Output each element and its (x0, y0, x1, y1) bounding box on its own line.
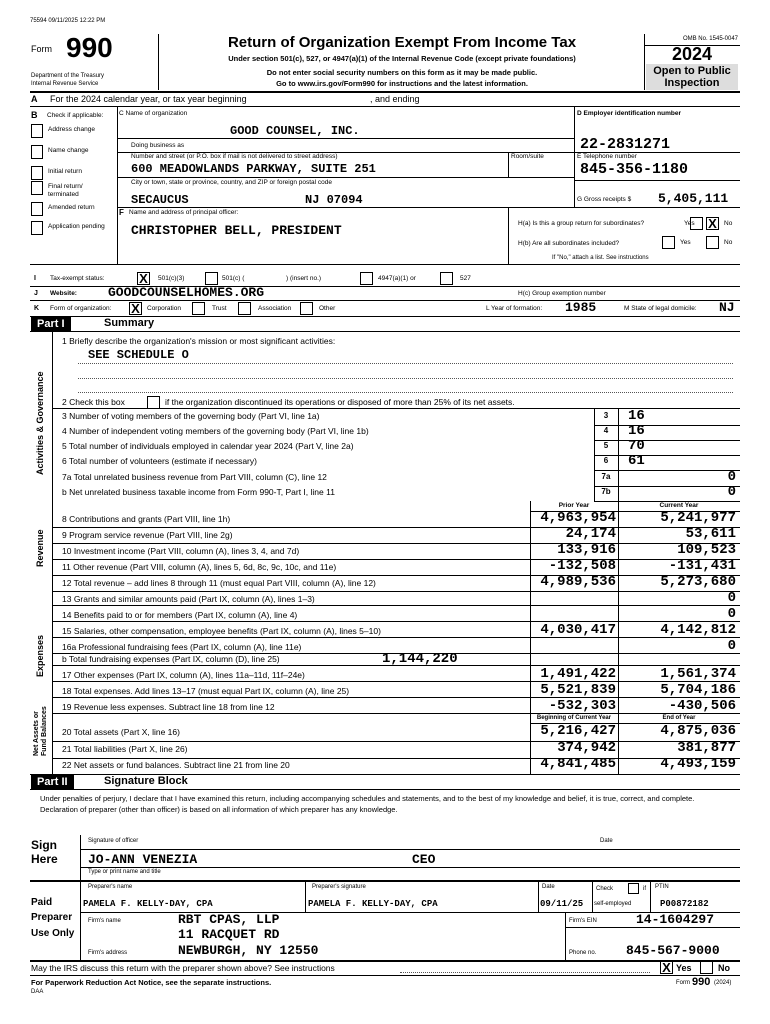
col-current-year: Current Year (659, 502, 699, 509)
open-public-1: Open to Public (653, 65, 731, 77)
ptin-label: PTIN (655, 884, 669, 890)
firm-address-label: Firm's address (88, 950, 128, 956)
part-i-label: Part I (31, 317, 71, 331)
gov-line-text-2: 5 Total number of individuals employed in calendar year 2024 (Part V, line 2a) (62, 441, 354, 451)
officer-title: CEO (412, 852, 436, 867)
section-b-letter: B (31, 110, 38, 120)
corporation-label: Corporation (147, 305, 181, 312)
exp-line-prior-5: 1,491,422 (540, 666, 616, 682)
form-subtitle-3: Go to www.irs.gov/Form990 for instructions and the latest information. (276, 79, 528, 88)
form-title: Return of Organization Exempt From Income Tax (227, 34, 577, 51)
exp-line-text-1: 14 Benefits paid to or for members (Part IX, column (A), line 4) (62, 610, 298, 620)
exp-line-prior-7: -532,303 (548, 698, 616, 714)
city: SECAUCUS (131, 193, 189, 207)
paid-label: Paid (31, 897, 53, 908)
firm-name-label: Firm's name (88, 918, 121, 924)
h-b-no-checkbox[interactable] (706, 236, 719, 249)
association-checkbox[interactable] (238, 302, 251, 315)
gov-line-value-5: 0 (727, 484, 736, 500)
line-i-letter: I (34, 275, 36, 282)
if-label: if (643, 886, 646, 892)
h-a-no-label: No (724, 220, 733, 227)
city-label: City or town, state or province, country, and ZIP or foreign postal code (131, 179, 332, 186)
omb-number: OMB No. 1545-0047 (682, 36, 738, 42)
trust-checkbox[interactable] (192, 302, 205, 315)
exp-line-text-2: 15 Salaries, other compensation, employee benefits (Part IX, column (A), lines 5–10) (62, 626, 381, 636)
gov-line-num-3: 6 (603, 456, 609, 465)
preparer-label: Preparer (31, 912, 73, 923)
net-line-text-2: 22 Net assets or fund balances. Subtract line 21 from line 20 (62, 760, 290, 770)
rev-line-current-0: 5,241,977 (660, 510, 736, 526)
net-line-current-1: 381,877 (677, 740, 736, 756)
h-b-no-label: No (724, 239, 733, 246)
here-label: Here (31, 852, 58, 866)
gross-receipts-label: G Gross receipts $ (577, 196, 632, 203)
section-b-item-3: Final return/ terminated (48, 183, 83, 198)
self-employed-label: self-employed (594, 901, 632, 907)
checkbox-2[interactable] (31, 166, 43, 180)
gov-line-text-1: 4 Number of independent voting members of the governing body (Part VI, line 1b) (62, 426, 369, 436)
line-j-letter: J (34, 290, 38, 297)
gov-line-num-2: 5 (603, 441, 609, 450)
form-word: Form (31, 44, 52, 54)
gross-receipts-value: 5,405,111 (658, 191, 729, 206)
gov-line-value-1: 16 (628, 423, 645, 439)
exp-line-current-3: 0 (727, 638, 736, 654)
phone-no-label: Phone no. (569, 950, 597, 956)
preparer-signature: PAMELA F. KELLY-DAY, CPA (308, 899, 438, 909)
print-stamp: 75594 09/11/2025 12:22 PM (30, 18, 106, 24)
4947-checkbox[interactable] (360, 272, 373, 285)
side-label-net-1: Net Assets or (33, 711, 40, 756)
rev-line-current-4: 5,273,680 (660, 574, 736, 590)
exp-line-text-4: b Total fundraising expenses (Part IX, column (D), line 25) (62, 654, 280, 664)
gov-line-num-0: 3 (603, 411, 609, 420)
ein-value: 22-2831271 (580, 136, 671, 153)
checkbox-4[interactable] (31, 202, 43, 216)
side-label-governance: Activities & Governance (35, 371, 45, 475)
exp-line-current-6: 5,704,186 (660, 682, 736, 698)
discuss-yes-label: Yes (676, 963, 692, 973)
checkbox-3[interactable] (31, 181, 43, 195)
line-a-letter: A (31, 94, 38, 104)
discuss-question: May the IRS discuss this return with the preparer shown above? See instructions (31, 963, 335, 973)
part-i-title: Summary (104, 317, 155, 329)
section-b-item-1: Name change (48, 147, 89, 154)
self-employed-checkbox[interactable] (628, 883, 639, 894)
principal-officer: CHRISTOPHER BELL, PRESIDENT (131, 223, 342, 238)
tax-year: 2024 (671, 44, 713, 64)
h-b-yes-checkbox[interactable] (662, 236, 675, 249)
dept-treasury: Department of the Treasury (31, 73, 105, 79)
footer-form-label: Form (676, 980, 690, 986)
501c-label: 501(c) ( (222, 275, 245, 282)
ein-label: D Employer identification number (577, 110, 682, 117)
preparer-name-label: Preparer's name (88, 884, 133, 890)
side-label-net-2: Fund Balances (41, 706, 48, 756)
exp-line-current-0: 0 (727, 590, 736, 606)
open-public-2: Inspection (664, 77, 720, 89)
form-subtitle-1: Under section 501(c), 527, or 4947(a)(1) of the Internal Revenue Code (except private foundations) (228, 54, 576, 63)
exp-line-text-5: 17 Other expenses (Part IX, column (A), lines 11a–11d, 11f–24e) (62, 670, 305, 680)
section-b-item-5: Application pending (48, 223, 105, 230)
year-formation-label: L Year of formation: (486, 305, 543, 312)
year-formation: 1985 (565, 300, 597, 315)
exp-line-prior-6: 5,521,839 (540, 682, 616, 698)
room-label: Room/suite (511, 153, 544, 160)
rev-line-text-4: 12 Total revenue – add lines 8 through 11 (must equal Part VIII, column (A), line 12) (62, 578, 376, 588)
line-2-text-b: if the organization discontinued its operations or disposed of more than 25% of its net assets. (165, 397, 515, 407)
website-label: Website: (50, 290, 77, 297)
officer-name: JO-ANN VENEZIA (88, 852, 198, 867)
gov-line-num-1: 4 (603, 426, 609, 435)
checkbox-1[interactable] (31, 145, 43, 159)
gov-line-value-0: 16 (628, 408, 645, 424)
net-line-prior-0: 5,216,427 (540, 723, 616, 739)
net-line-text-1: 21 Total liabilities (Part X, line 26) (62, 744, 188, 754)
discuss-yes-checkbox[interactable]: X (660, 961, 673, 974)
h-b-yes-label: Yes (680, 239, 691, 246)
exp-line-text-6: 18 Total expenses. Add lines 13–17 (must equal Part IX, column (A), line 25) (62, 686, 350, 696)
mission: SEE SCHEDULE O (88, 348, 189, 362)
street-address: 600 MEADOWLANDS PARKWAY, SUITE 251 (131, 162, 376, 176)
exp-line-current-7: -430,506 (668, 698, 736, 714)
line-a-text: For the 2024 calendar year, or tax year beginning (50, 94, 247, 104)
rev-line-current-1: 53,611 (685, 526, 736, 542)
firm-ein: 14-1604297 (636, 912, 715, 927)
gov-line-text-3: 6 Total number of volunteers (estimate if necessary) (62, 456, 257, 466)
other-checkbox[interactable] (300, 302, 313, 315)
preparer-phone: 845-567-9000 (626, 943, 720, 958)
org-form-label: Form of organization: (50, 305, 112, 312)
section-c-label: C Name of organization (119, 110, 188, 117)
checkbox-5[interactable] (31, 221, 43, 235)
corporation-checkbox[interactable]: X (129, 302, 142, 315)
h-b-note: If "No," attach a list. See instructions (552, 255, 649, 261)
preparer-date-label: Date (542, 884, 555, 890)
col-begin-year: Beginning of Current Year (536, 715, 612, 721)
footer-form-number: 990 (692, 976, 711, 988)
rev-line-prior-1: 24,174 (565, 526, 616, 542)
form-number: 990 (66, 32, 113, 63)
perjury-statement: Under penalties of perjury, I declare that I have examined this return, including accompanying schedules and statements, and to the best of my knowledge and belief, it is true, correct, and complete. Declaration of preparer (other than officer) is based on all information of which preparer has any knowledge. (40, 794, 695, 814)
net-line-prior-1: 374,942 (557, 740, 616, 756)
line-a-ending: , and ending (370, 94, 420, 104)
paperwork-notice: For Paperwork Reduction Act Notice, see the separate instructions. (31, 978, 272, 987)
officer-label: Name and address of principal officer: (129, 209, 239, 216)
rev-line-text-0: 8 Contributions and grants (Part VIII, line 1h) (62, 514, 231, 524)
rev-line-prior-3: -132,508 (548, 558, 616, 574)
firm-address-2: NEWBURGH, NY 12550 (178, 943, 319, 958)
line-i-label: Tax-exempt status: (50, 275, 105, 282)
section-f-letter: F (119, 208, 124, 217)
net-line-text-0: 20 Total assets (Part X, line 16) (62, 727, 180, 737)
ptin: P00872182 (660, 899, 709, 909)
net-line-current-0: 4,875,036 (660, 723, 736, 739)
firm-name: RBT CPAS, LLP (178, 912, 280, 927)
state-zip: NJ 07094 (305, 193, 363, 207)
dept-irs: Internal Revenue Service (31, 81, 99, 87)
fundraising-total: 1,144,220 (382, 651, 458, 667)
section-b-item-2: Initial return (48, 168, 82, 175)
check-label: Check (596, 886, 614, 892)
daa-label: DAA (31, 989, 44, 995)
section-b-title: Check if applicable: (47, 112, 104, 119)
phone-label: E Telephone number (577, 153, 637, 160)
trust-label: Trust (212, 305, 227, 312)
preparer-signature-label: Preparer's signature (312, 884, 366, 890)
gov-line-text-4: 7a Total unrelated business revenue from Part VIII, column (C), line 12 (62, 472, 327, 482)
discuss-no-checkbox[interactable] (700, 961, 713, 974)
rev-line-prior-4: 4,989,536 (540, 574, 616, 590)
exp-line-text-7: 19 Revenue less expenses. Subtract line 18 from line 12 (62, 702, 275, 712)
form-subtitle-2: Do not enter social security numbers on this form as it may be made public. (266, 68, 538, 77)
501c3-label: 501(c)(3) (158, 275, 185, 282)
part-ii-title: Signature Block (104, 775, 188, 787)
legal-domicile: NJ (719, 300, 735, 315)
col-prior-year: Prior Year (558, 502, 590, 509)
exp-line-current-2: 4,142,812 (660, 622, 736, 638)
rev-line-prior-0: 4,963,954 (540, 510, 616, 526)
gov-line-value-2: 70 (628, 438, 645, 454)
527-checkbox[interactable] (440, 272, 453, 285)
line-2-text-a: 2 Check this box (62, 397, 125, 407)
gov-line-text-0: 3 Number of voting members of the governing body (Part VI, line 1a) (62, 411, 320, 421)
section-b-item-4: Amended return (48, 204, 95, 211)
h-a-yes-label: Yes (684, 220, 695, 227)
part-ii-label: Part II (31, 775, 74, 789)
insert-no-label: ) (insert no.) (286, 275, 322, 282)
checkbox-0[interactable] (31, 124, 43, 138)
signature-date-label: Date (600, 838, 613, 844)
line-k-letter: K (34, 305, 40, 312)
firm-address-1: 11 RACQUET RD (178, 927, 280, 942)
other-label: Other (319, 305, 336, 312)
phone-value: 845-356-1180 (580, 161, 689, 178)
signature-officer-label: Signature of officer (88, 838, 139, 844)
rev-line-current-3: -131,431 (668, 558, 736, 574)
preparer-date: 09/11/25 (540, 899, 584, 909)
use-only-label: Use Only (31, 928, 75, 939)
501c3-checkbox[interactable]: X (137, 272, 150, 285)
preparer-name: PAMELA F. KELLY-DAY, CPA (83, 899, 213, 909)
rev-line-text-2: 10 Investment income (Part VIII, column (A), lines 3, 4, and 7d) (62, 546, 300, 556)
gov-line-value-4: 0 (727, 469, 736, 485)
gov-line-num-5: 7b (601, 487, 611, 496)
col-end-year: End of Year (662, 715, 696, 721)
dba-label: Doing business as (131, 142, 185, 149)
rev-line-current-2: 109,523 (677, 542, 736, 558)
h-a-question: H(a) Is this a group return for subordinates? (518, 220, 645, 227)
exp-line-current-5: 1,561,374 (660, 666, 736, 682)
street-label: Number and street (or P.O. box if mail is not delivered to street address) (131, 153, 338, 160)
gov-line-value-3: 61 (628, 453, 645, 469)
exp-line-text-3: 16a Professional fundraising fees (Part IX, column (A), line 11e) (62, 642, 302, 652)
line-1-text: 1 Briefly describe the organization's mission or most significant activities: (62, 336, 336, 346)
501c-checkbox[interactable] (205, 272, 218, 285)
4947-label: 4947(a)(1) or (378, 275, 416, 282)
rev-line-prior-2: 133,916 (557, 542, 616, 558)
exp-line-text-0: 13 Grants and similar amounts paid (Part IX, column (A), lines 1–3) (62, 594, 315, 604)
rev-line-text-3: 11 Other revenue (Part VIII, column (A), lines 5, 6d, 8c, 9c, 10c, and 11e) (62, 562, 337, 572)
net-line-prior-2: 4,841,485 (540, 756, 616, 772)
legal-domicile-label: M State of legal domicile: (624, 305, 697, 312)
rev-line-text-1: 9 Program service revenue (Part VIII, line 2g) (62, 530, 233, 540)
h-a-no-checkbox[interactable]: X (706, 217, 719, 230)
h-c-label: H(c) Group exemption number (518, 290, 606, 297)
website[interactable]: GOODCOUNSELHOMES.ORG (108, 285, 265, 300)
527-label: 527 (460, 275, 471, 282)
section-b-item-0: Address change (48, 126, 95, 133)
side-label-revenue: Revenue (35, 529, 45, 567)
side-label-expenses: Expenses (35, 634, 45, 677)
discuss-no-label: No (718, 963, 730, 973)
exp-line-prior-2: 4,030,417 (540, 622, 616, 638)
exp-line-current-1: 0 (727, 606, 736, 622)
net-line-current-2: 4,493,159 (660, 756, 736, 772)
association-label: Association (258, 305, 292, 312)
sign-label: Sign (31, 838, 57, 852)
firm-ein-label: Firm's EIN (569, 918, 597, 924)
footer-form-year: (2024) (714, 980, 732, 986)
type-name-label: Type or print name and title (88, 869, 161, 875)
gov-line-num-4: 7a (601, 472, 611, 481)
gov-line-text-5: b Net unrelated business taxable income from Form 990-T, Part I, line 11 (62, 487, 335, 497)
org-name: GOOD COUNSEL, INC. (230, 124, 360, 138)
h-b-question: H(b) Are all subordinates included? (518, 240, 620, 247)
